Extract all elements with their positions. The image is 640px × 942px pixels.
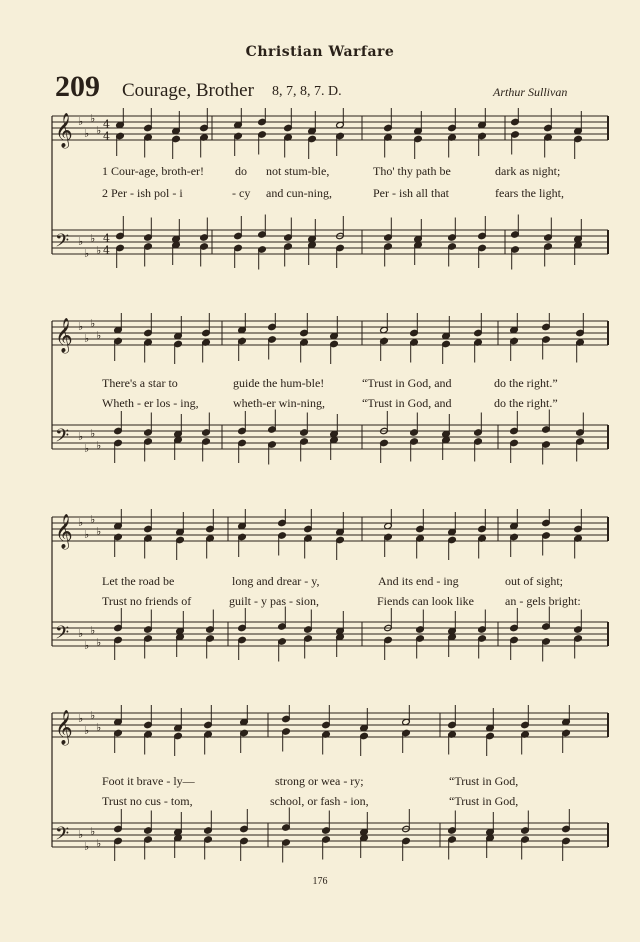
svg-text:𝄢: 𝄢 [55, 231, 70, 256]
svg-text:♭: ♭ [96, 837, 102, 850]
lyric-phrase: and cun-ning, [266, 186, 332, 200]
lyric-phrase: do the right.” [494, 376, 558, 390]
lyric-phrase: Trust no cus - tom, [102, 794, 193, 808]
svg-text:𝄞: 𝄞 [55, 710, 73, 745]
svg-text:4: 4 [103, 118, 110, 131]
svg-text:♭: ♭ [90, 513, 96, 526]
svg-text:♭: ♭ [84, 724, 90, 737]
hymn-number: 209 [55, 70, 100, 103]
svg-text:♭: ♭ [90, 624, 96, 637]
composer: Arthur Sullivan [493, 85, 568, 99]
lyric-line-verse-2 [0, 594, 640, 610]
svg-text:♭: ♭ [84, 127, 90, 140]
svg-text:♭: ♭ [90, 825, 96, 838]
lyric-phrase: guide the hum-ble! [233, 376, 325, 390]
svg-text:♭: ♭ [90, 112, 96, 125]
svg-text:♭: ♭ [84, 840, 90, 853]
lyric-phrase: 2 Per - ish pol - i [102, 186, 183, 200]
lyric-phrase: Wheth - er los - ing, [102, 396, 199, 410]
lyric-phrase: do [235, 164, 247, 178]
svg-text:♭: ♭ [78, 828, 84, 841]
section-title: Christian Warfare [245, 44, 395, 60]
svg-text:♭: ♭ [78, 235, 84, 248]
lyric-phrase: “Trust in God, [449, 794, 519, 808]
svg-text:♭: ♭ [84, 639, 90, 652]
svg-text:𝄢: 𝄢 [55, 426, 70, 451]
lyric-phrase: There's a star to [102, 376, 178, 390]
svg-text:𝄞: 𝄞 [55, 113, 73, 148]
lyric-line-verse-1 [0, 574, 640, 590]
lyric-phrase: - cy [232, 186, 251, 200]
svg-text:4: 4 [103, 130, 110, 143]
svg-text:♭: ♭ [84, 528, 90, 541]
lyric-phrase: long and drear - y, [232, 574, 320, 588]
svg-text:♭: ♭ [90, 232, 96, 245]
lyric-phrase: guilt - y pas - sion, [229, 594, 319, 608]
svg-text:𝄢: 𝄢 [55, 623, 70, 648]
svg-text:♭: ♭ [96, 244, 102, 257]
svg-text:4: 4 [103, 244, 110, 257]
lyric-phrase: And its end - ing [378, 574, 459, 588]
lyric-line-verse-2 [0, 396, 640, 412]
lyric-phrase: 1 Cour-age, broth-er! [102, 164, 205, 178]
svg-text:♭: ♭ [78, 430, 84, 443]
lyric-line-verse-1 [0, 774, 640, 790]
svg-text:♭: ♭ [84, 332, 90, 345]
svg-text:♭: ♭ [84, 442, 90, 455]
lyric-line-verse-1 [0, 164, 640, 180]
lyric-phrase: not stum-ble, [266, 164, 330, 178]
svg-text:♭: ♭ [96, 636, 102, 649]
svg-text:♭: ♭ [96, 439, 102, 452]
lyric-phrase: “Trust in God, and [362, 396, 452, 410]
lyric-line-verse-2 [0, 186, 640, 202]
lyric-phrase: do the right.” [494, 396, 558, 410]
lyric-phrase: Fiends can look like [377, 594, 474, 608]
lyric-line-verse-1 [0, 376, 640, 392]
lyric-phrase: strong or wea - ry; [275, 774, 364, 788]
svg-text:4: 4 [103, 232, 110, 245]
svg-text:♭: ♭ [90, 427, 96, 440]
lyric-phrase: Let the road be [102, 574, 175, 588]
hymn-title: Courage, Brother [122, 80, 254, 101]
svg-text:♭: ♭ [78, 712, 84, 725]
svg-text:♭: ♭ [78, 320, 84, 333]
svg-text:♭: ♭ [78, 516, 84, 529]
lyric-phrase: out of sight; [505, 574, 564, 588]
svg-text:♭: ♭ [90, 709, 96, 722]
svg-text:♭: ♭ [78, 115, 84, 128]
svg-text:𝄢: 𝄢 [55, 824, 70, 849]
lyric-phrase: school, or fash - ion, [270, 794, 369, 808]
svg-text:♭: ♭ [84, 247, 90, 260]
lyric-phrase: an - gels bright: [505, 594, 581, 608]
svg-text:♭: ♭ [78, 627, 84, 640]
lyric-phrase: “Trust in God, [449, 774, 519, 788]
page-number: 176 [312, 876, 328, 887]
lyric-phrase: Trust no friends of [102, 594, 192, 608]
lyric-phrase: wheth-er win-ning, [233, 396, 325, 410]
lyric-phrase: Foot it brave - ly— [102, 774, 195, 788]
svg-text:♭: ♭ [90, 317, 96, 330]
svg-text:𝄞: 𝄞 [55, 514, 73, 549]
svg-text:𝄞: 𝄞 [55, 318, 73, 353]
svg-text:♭: ♭ [96, 124, 102, 137]
lyric-phrase: Per - ish all that [373, 186, 449, 200]
lyric-phrase: “Trust in God, and [362, 376, 452, 390]
svg-text:♭: ♭ [96, 721, 102, 734]
lyric-phrase: dark as night; [495, 164, 561, 178]
lyric-phrase: Tho' thy path be [373, 164, 451, 178]
hymn-meter: 8, 7, 8, 7. D. [272, 84, 342, 99]
svg-text:♭: ♭ [96, 329, 102, 342]
staff-notation [0, 705, 640, 875]
svg-text:♭: ♭ [96, 525, 102, 538]
lyric-phrase: fears the light, [495, 186, 564, 200]
lyric-line-verse-2 [0, 794, 640, 810]
